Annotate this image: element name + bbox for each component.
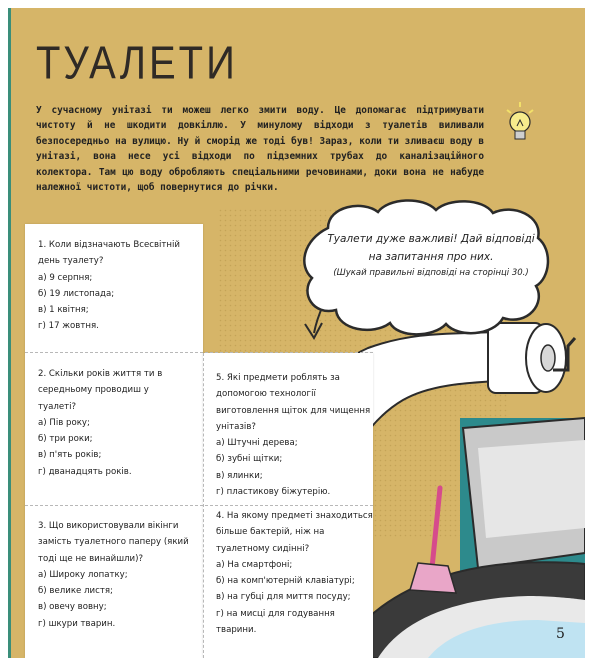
answer-option[interactable]: б) велике листя; [38, 586, 113, 597]
answer-option[interactable]: г) на мисці для годування тварини. [216, 608, 335, 636]
answer-option[interactable]: б) зубні щітки; [216, 454, 283, 465]
brush-holder [410, 563, 456, 593]
answer-option[interactable]: в) на губці для миття посуду; [216, 592, 351, 603]
page-number: 5 [556, 626, 565, 642]
question-text: 2. Скільки років життя ти в середньому проводиш у туалеті? [38, 369, 163, 412]
cut-line [25, 352, 373, 353]
bubble-sub-text: (Шукай правильні відповіді на сторінці 30.) [333, 268, 529, 278]
answer-option[interactable]: г) пластикову біжутерію. [216, 487, 331, 498]
question-block [216, 370, 371, 500]
question-block [38, 366, 183, 480]
book-page [8, 8, 585, 658]
answer-option[interactable]: б) 19 листопада; [38, 288, 115, 299]
answer-option[interactable]: а) 9 серпня; [38, 272, 93, 283]
cut-line [25, 505, 373, 506]
bubble-text [326, 230, 536, 280]
tank-highlight [478, 440, 585, 538]
answer-option[interactable]: а) Штучні дерева; [216, 438, 298, 449]
question-text: 4. На якому предметі знаходиться більше бактерій, ніж на туалетному сидінні? [216, 511, 373, 554]
question-block [216, 508, 374, 638]
answer-option[interactable]: в) п'ять років; [38, 450, 102, 461]
bubble-main-text: Туалети дуже важливі! Дай відповіді на запитання про них. [327, 233, 535, 263]
answer-option[interactable]: г) шкури тварин. [38, 618, 116, 629]
question-text: 5. Які предмети роблять за допомогою технології виготовлення щіток для чищення унітазів? [216, 373, 371, 432]
answer-option[interactable]: в) ялинки; [216, 470, 263, 481]
answer-option[interactable]: а) Широку лопатку; [38, 569, 128, 580]
roll-core [541, 345, 555, 371]
cut-line-vertical [203, 353, 204, 658]
answer-option[interactable]: в) 1 квітня; [38, 305, 89, 316]
question-block [38, 518, 196, 632]
answer-option[interactable]: б) три роки; [38, 434, 93, 445]
question-text: 3. Що використовували вікінги замість туалетного паперу (який тоді ще не винайшли)? [38, 521, 189, 564]
question-text: 1. Коли відзначають Всесвітній день туалету? [38, 240, 181, 267]
page-title: ТУАЛЕТИ [36, 38, 238, 89]
answer-option[interactable]: а) На смартфоні; [216, 559, 293, 570]
question-block [38, 237, 198, 335]
lightbulb-icon [503, 100, 537, 148]
intro-paragraph: У сучасному унітазі ти можеш легко змити воду. Це допомагає підтримувати чистоту й не шкодити довкіллю. У минулому відходи з туалетів виливали безпосередньо на вулицю. Ну й сморід же тоді був! Зараз, коли ти зливаєш воду в унітазі, вона несе усі відходи по підземних трубах до каналізаційного колектора. Там цю воду обробляють спеціальними речовинами, доки вона не набуде належної чистоти, щоб повернутися до річки. [36, 105, 484, 194]
answer-option[interactable]: а) Пів року; [38, 417, 90, 428]
answer-option[interactable]: в) овечу вовну; [38, 602, 107, 613]
answer-option[interactable]: б) на комп'ютерній клавіатурі; [216, 576, 355, 587]
answer-option[interactable]: г) дванадцять років. [38, 466, 132, 477]
answer-option[interactable]: г) 17 жовтня. [38, 321, 99, 332]
